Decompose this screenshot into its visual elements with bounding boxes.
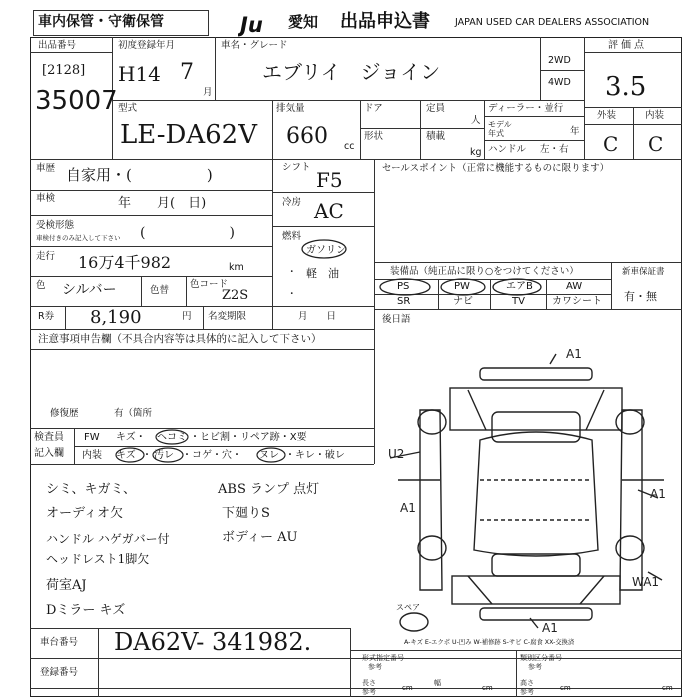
inspector-label: 検査員	[34, 432, 64, 443]
divider	[272, 226, 374, 227]
lot-label: 出品番号	[38, 40, 77, 51]
mileage-value: 16万4千982	[78, 253, 172, 272]
first-reg-year: H14	[118, 62, 161, 86]
inspector-int-dirt: 汚レ	[154, 450, 174, 461]
note-handle-cover: ハンドル ハゲガバー付	[46, 532, 170, 546]
name-change-value: 月 日	[298, 311, 337, 322]
divider	[516, 650, 517, 697]
divider	[484, 116, 584, 117]
inspector-entry-label: 記入欄	[34, 448, 64, 459]
inspector-int-burn: ・コゲ・穴・	[182, 450, 242, 461]
wheel-front-right	[616, 410, 644, 434]
model-value: LE-DA62V	[120, 120, 257, 150]
divider	[30, 52, 112, 53]
inspector-int-scratch: キズ	[116, 450, 136, 461]
divider	[484, 100, 485, 159]
rating-score: 3.5	[605, 72, 647, 102]
chassis-number: DA62V- 341982.	[114, 628, 312, 656]
wheel-front-left	[418, 410, 446, 434]
roof-outline	[474, 432, 598, 556]
left-side-outline	[420, 410, 442, 590]
divider	[360, 100, 361, 159]
inspector-fw-dent: ヘコミ	[157, 432, 187, 443]
equip-sr: SR	[397, 296, 411, 307]
color-swap-label: 色替	[150, 285, 170, 296]
height-cm: cm	[560, 684, 571, 692]
mark-front: A1	[566, 347, 582, 361]
handle-label: ハンドル	[488, 144, 527, 155]
mark-rear: A1	[542, 621, 558, 635]
length-label: 長さ	[362, 679, 376, 687]
extra-cm: cm	[662, 684, 673, 692]
month-unit: 月	[203, 87, 213, 98]
fuel-sep-right: ・	[287, 289, 297, 300]
height-ref: 参考	[520, 688, 534, 696]
inspector-fw: FW	[84, 432, 100, 443]
door-label: ドア	[364, 103, 383, 114]
shift-label: シフト	[282, 162, 311, 173]
note-headrest: ヘッドレスト1脚欠	[46, 552, 150, 566]
color-code: Z2S	[222, 288, 249, 303]
drive-2wd: 2WD	[548, 55, 571, 66]
length-ref: 参考	[362, 688, 376, 696]
ac-label: 冷房	[282, 197, 302, 208]
mark-left-u2: U2	[388, 447, 405, 461]
damage-legend: A-キズ E-エクボ U-凹み W-補修跡 S-サビ C-腐食 XX-交換済	[404, 639, 575, 646]
spare-tire-shape	[400, 613, 428, 631]
rear-bumper-shape	[480, 608, 592, 620]
height-label: 高さ	[520, 679, 534, 687]
hood-lines	[468, 390, 604, 430]
r-ticket-value: 8,190	[90, 307, 142, 328]
first-reg-label: 初度登録年月	[118, 40, 176, 51]
divider	[30, 329, 374, 330]
shape-label: 形状	[364, 131, 384, 142]
form-designation-ref: 参考	[368, 663, 382, 671]
length-cm: cm	[402, 684, 413, 692]
car-name: エブリイ ジョイン	[262, 60, 441, 84]
equipment-circles	[374, 277, 614, 297]
divider	[584, 52, 682, 53]
equip-pw: PW	[454, 281, 470, 292]
year-unit: 年	[570, 126, 580, 137]
ac-value: AC	[314, 199, 344, 223]
shift-value: F5	[316, 168, 343, 192]
sales-point-label: セールスポイント（正常に機能するものに限ります）	[382, 163, 610, 174]
rear-hatch-lines	[468, 576, 604, 604]
color-code-label: 色コード	[190, 279, 229, 290]
r-ticket-label: R券	[38, 311, 55, 322]
inspector-fw-scratch: キズ・	[116, 432, 146, 443]
front-bumper-shape	[480, 368, 592, 380]
equip-ps: PS	[397, 281, 410, 292]
divider	[584, 124, 682, 125]
receipt-label: 受検形態	[36, 220, 75, 231]
divider	[374, 159, 375, 329]
note-underbody: 下廻りS	[222, 506, 270, 521]
mark-rear-right: WA1	[632, 575, 660, 589]
equip-airbag: エアB	[506, 281, 533, 292]
inspection-label: 車検	[36, 193, 56, 204]
divider	[65, 306, 66, 329]
rear-window-shape	[492, 554, 580, 576]
note-cargo: 荷室AJ	[46, 578, 87, 593]
inspector-int-wet: ヌレ	[259, 450, 279, 461]
equip-navi: ナビ	[453, 296, 473, 307]
fuel-petrol: ガソリン	[306, 245, 346, 256]
divider	[360, 128, 484, 129]
rear-seat-label: 後日語	[382, 314, 411, 325]
car-damage-diagram	[380, 340, 682, 636]
first-reg-month: 7	[180, 60, 194, 85]
displacement-value: 660	[286, 124, 328, 149]
mark-line-top	[550, 354, 556, 364]
drive-4wd: 4WD	[548, 77, 571, 88]
note-stains: シミ、キガミ、	[46, 482, 136, 497]
form-designation-label: 形式指定番号	[362, 654, 404, 662]
inspection-value: 年 月( 日)	[118, 196, 207, 211]
inspector-int-sep: ・	[142, 450, 152, 461]
rating-label: 評価点	[608, 40, 647, 51]
cc-unit: cc	[344, 141, 355, 152]
caution-label: 注意事項申告欄（不具合内容等は具体的に記入して下さい）	[38, 333, 322, 345]
divider	[30, 464, 374, 465]
divider	[30, 276, 272, 277]
divider	[98, 628, 99, 697]
repair-label: 修復歴	[50, 408, 79, 419]
note-body: ボディー AU	[222, 530, 298, 545]
warranty-label: 新車保証書	[622, 267, 665, 277]
exterior-grade: C	[603, 132, 619, 156]
association-name: JAPAN USED CAR DEALERS ASSOCIATION	[455, 17, 650, 28]
capacity-label: 定員	[426, 103, 446, 114]
name-change-label: 名変期限	[208, 311, 247, 322]
divider	[584, 37, 585, 159]
fuel-label: 燃料	[282, 231, 302, 242]
history-label: 車歴	[36, 163, 56, 174]
right-side-outline	[620, 410, 642, 590]
divider	[30, 159, 682, 160]
divider	[203, 306, 204, 329]
divider	[112, 100, 584, 101]
mileage-unit: km	[229, 262, 244, 273]
divider	[540, 37, 541, 100]
divider	[272, 159, 273, 329]
ju-logo-text: Ju	[240, 13, 263, 37]
org-name: 愛知	[288, 13, 319, 31]
capacity-unit: 人	[471, 115, 481, 126]
model-label: 型式	[118, 103, 138, 114]
divider	[141, 276, 142, 306]
divider	[30, 190, 272, 191]
receipt-sub: 車検付きのみ記入して下さい	[36, 234, 121, 242]
r-ticket-yen: 円	[182, 311, 192, 322]
repair-value: 有（箇所	[114, 408, 153, 419]
interior-label: 内装	[645, 110, 665, 121]
receipt-value: ( )	[140, 225, 235, 241]
windshield-shape	[492, 412, 580, 442]
category-ref: 参考	[528, 663, 542, 671]
divider	[540, 70, 584, 71]
category-label: 類別区分番号	[520, 654, 562, 662]
inspector-int-rest: ・キレ・破レ	[285, 450, 345, 461]
car-name-label: 車名・グレード	[221, 40, 288, 51]
equip-tv: TV	[512, 296, 525, 307]
divider	[186, 276, 187, 306]
divider	[350, 650, 682, 651]
divider	[374, 262, 682, 263]
rear-hatch-outline	[452, 576, 620, 604]
divider	[30, 215, 272, 216]
width-label: 幅	[434, 679, 441, 687]
registration-number-label: 登録番号	[40, 667, 79, 678]
storage-label: 車内保管・守衛保管	[38, 14, 164, 30]
mileage-label: 走行	[36, 251, 56, 262]
displacement-label: 排気量	[276, 103, 305, 114]
note-audio-missing: オーディオ欠	[46, 506, 123, 521]
interior-grade: C	[648, 132, 664, 156]
model-year-label: モデル年式	[488, 120, 512, 138]
equip-leather-seat: カワシート	[552, 296, 602, 307]
divider	[484, 140, 584, 141]
divider	[30, 349, 374, 350]
divider	[374, 309, 682, 310]
divider	[30, 658, 682, 659]
load-label: 積載	[426, 131, 446, 142]
load-unit: kg	[470, 147, 482, 158]
history-value: 自家用・( )	[66, 166, 213, 184]
roof-dashes	[480, 480, 592, 520]
color-label: 色	[36, 280, 46, 291]
equip-aw: AW	[566, 281, 583, 292]
mark-left-door: A1	[400, 501, 416, 515]
divider	[374, 428, 375, 464]
mark-right-door: A1	[650, 487, 666, 501]
divider	[30, 688, 682, 689]
divider	[272, 192, 374, 193]
color-value: シルバー	[62, 282, 117, 298]
chassis-label: 車台番号	[40, 637, 79, 648]
note-abs-lamp: ABS ランプ 点灯	[218, 482, 320, 497]
divider	[350, 628, 351, 697]
divider	[633, 107, 634, 159]
dealer-label: ディーラー・並行	[488, 103, 564, 114]
lot-small-number: [2128]	[42, 63, 86, 78]
divider	[374, 309, 375, 429]
exterior-label: 外装	[597, 110, 617, 121]
warranty-options: 有・無	[624, 290, 657, 303]
divider	[420, 100, 421, 159]
inspector-int: 内装	[82, 450, 102, 461]
inspector-circles	[110, 428, 300, 464]
divider	[215, 37, 216, 100]
spare-label: スペア	[396, 603, 420, 612]
fuel-sep-left: ・	[287, 267, 297, 278]
inspector-fw-rest: ・ヒビ割・リペア跡・X要	[190, 432, 307, 443]
lot-number: 35007	[35, 86, 118, 116]
equipment-label: 装備品（純正品に限り○をつけてください）	[390, 266, 579, 277]
divider	[272, 100, 273, 159]
fuel-diesel: 軽 油	[306, 267, 339, 280]
divider	[30, 246, 272, 247]
handle-options: 左・右	[540, 144, 569, 155]
form-title: 出品申込書	[340, 11, 430, 32]
divider	[30, 306, 374, 307]
fuel-circle	[300, 238, 350, 260]
ju-logo	[238, 12, 286, 38]
note-mirror: Dミラー キズ	[46, 603, 126, 618]
width-cm: cm	[482, 684, 493, 692]
